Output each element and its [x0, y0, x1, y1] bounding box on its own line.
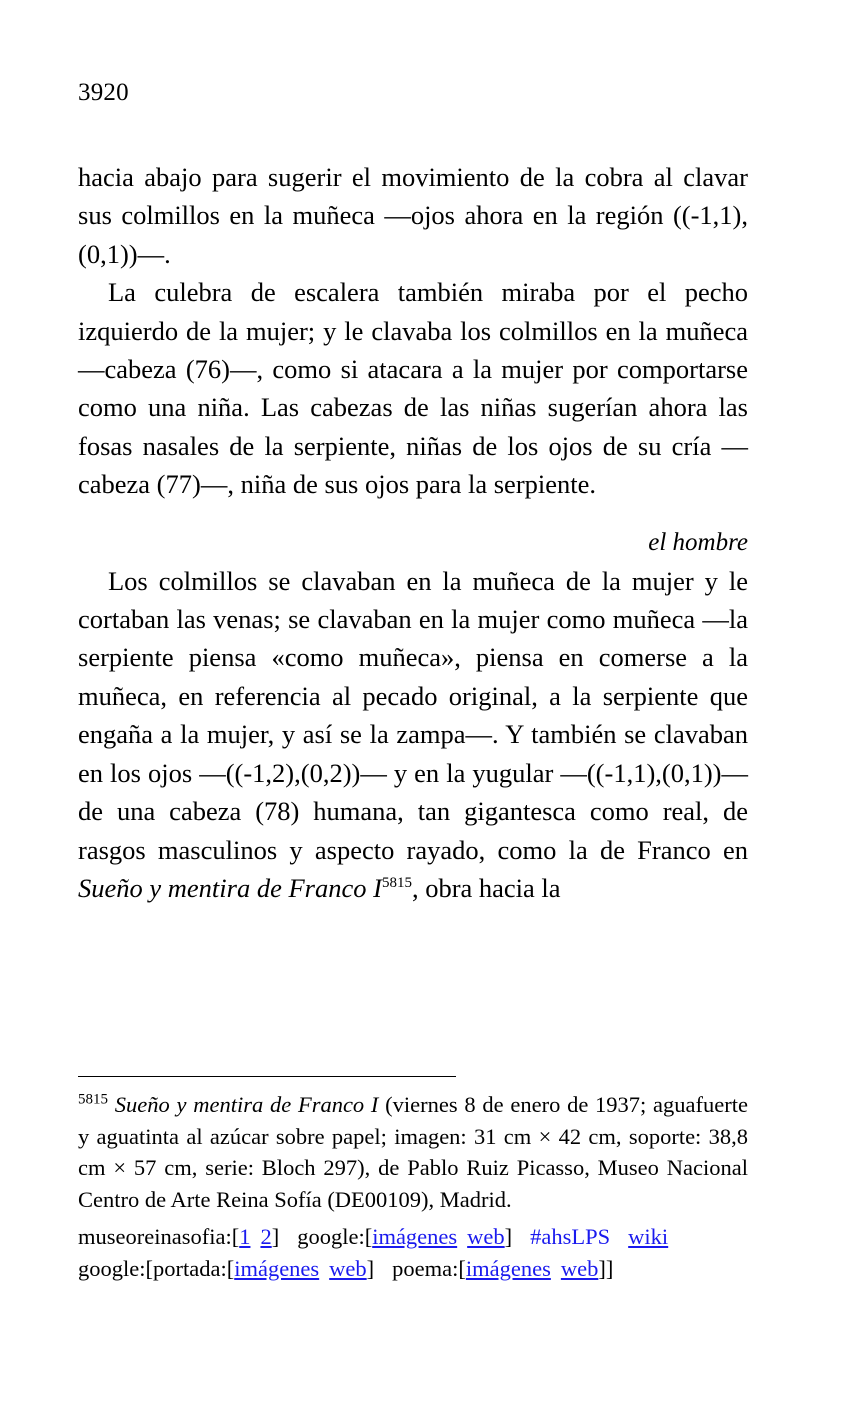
- bracket-close-4: ]]: [598, 1255, 614, 1281]
- artwork-title-inline: Sueño y mentira de Franco I: [78, 872, 382, 903]
- link-google-imagenes[interactable]: imágenes: [372, 1224, 458, 1249]
- poema-label: poema:[: [392, 1255, 466, 1281]
- body-text-column: [78, 158, 748, 907]
- link-poema-web[interactable]: web: [560, 1255, 599, 1281]
- bracket-close-2: ]: [504, 1224, 513, 1249]
- page-number: 3920: [78, 79, 129, 106]
- footnote-separator-rule: [78, 1076, 456, 1077]
- footnote-number: 5815: [78, 1091, 108, 1108]
- museo-label: museoreinasofia:[: [78, 1224, 240, 1249]
- footnote-description: (viernes 8 de enero de 1937; aguafuerte y aguatinta al azúcar sobre papel; imagen: 31 cm × 42 cm, soporte: 38,8 cm × 57 cm, serie: Bloch 297), de Pablo Ruiz Picasso, Museo Nacional Centro de Arte Reina Sofía (DE00109), Madrid.: [78, 1092, 748, 1212]
- bracket-close-3: ]: [366, 1255, 375, 1281]
- link-hashtag-ahslps[interactable]: #ahsLPS: [530, 1224, 611, 1249]
- attribution-line: el hombre: [648, 528, 748, 556]
- footnote-links-line-1: [78, 1221, 748, 1253]
- link-wiki[interactable]: wiki: [628, 1224, 669, 1249]
- paragraph-2: La culebra de escalera también miraba por el pecho izquierdo de la mujer; y le clavaba los colmillos en la muñeca —cabeza (76)—, como si atacara a la mujer por comportarse como una niña. Las cabezas de las niñas sugerían ahora las fosas nasales de la serpiente, niñas de los ojos de su cría —cabeza (77)—, niña de sus ojos para la serpiente.: [78, 277, 748, 500]
- google-portada-label: google:[portada:[: [78, 1255, 235, 1281]
- footnote-body: [78, 1089, 748, 1215]
- link-museo-2[interactable]: 2: [260, 1224, 272, 1249]
- paragraph-3: [78, 562, 748, 908]
- link-museo-1[interactable]: 1: [239, 1224, 251, 1249]
- link-google-web[interactable]: web: [467, 1224, 505, 1249]
- link-poema-imagenes[interactable]: imágenes: [465, 1255, 551, 1281]
- paragraph-3-text-before: Los colmillos se clavaban en la muñeca de la mujer y le cortaban las venas; se clavaban en la mujer como muñeca —la serpiente piensa «como muñeca», piensa en comerse a la muñeca, en referencia al pecado original, a la serpiente que engaña a la mujer, y así se la zampa—. Y también se clavaban en los ojos —((-1,2),(0,2))— y en la yugular —((-1,1),(0,1))— de una cabeza (78) humana, tan gigantesca como real, de rasgos masculinos y aspecto rayado, como la de Franco en: [78, 565, 748, 865]
- footnote-links-line-2: [78, 1253, 748, 1285]
- footnote-reference[interactable]: 5815: [381, 875, 412, 892]
- bracket-close-1: ]: [271, 1224, 280, 1249]
- footnote-artwork-title: Sueño y mentira de Franco I: [114, 1092, 379, 1117]
- paragraph-1: hacia abajo para sugerir el movimiento de la cobra al clavar sus colmillos en la muñeca —ojos ahora en la región ((-1,1),(0,1))—.: [78, 162, 748, 269]
- google-label: google:[: [297, 1224, 373, 1249]
- footnote-area: [78, 1076, 748, 1284]
- paragraph-3-text-after: , obra hacia la: [411, 872, 561, 903]
- link-portada-imagenes[interactable]: imágenes: [234, 1255, 320, 1281]
- link-portada-web[interactable]: web: [329, 1255, 367, 1281]
